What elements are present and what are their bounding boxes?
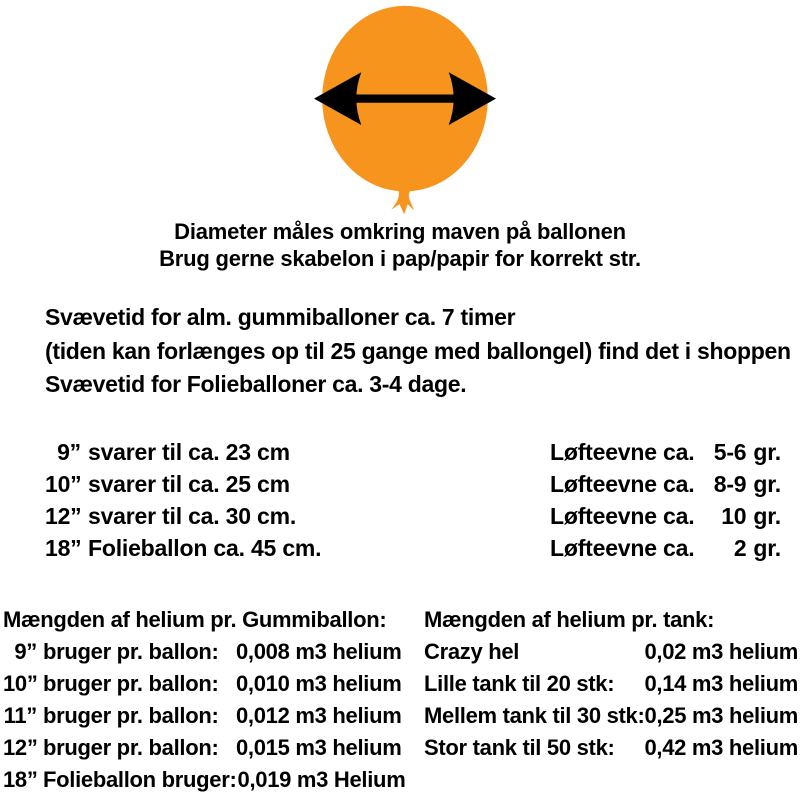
size-lift-table	[0, 436, 800, 564]
size-description: svarer til ca. 30 cm.	[88, 503, 297, 529]
balloon-size: 18”	[45, 535, 82, 561]
helium-per-tank-header: Mængden af helium pr. tank:	[424, 607, 715, 632]
balloon-size: 12”	[45, 503, 82, 529]
helium-per-balloon-header: Mængden af helium pr. Gummiballon:	[3, 607, 387, 632]
balloon-size: 10”	[45, 471, 82, 497]
lift-label: Løfteevne ca.	[550, 471, 695, 497]
lift-unit: gr.	[753, 535, 781, 561]
usage-label: Folieballon bruger:	[43, 767, 237, 792]
caption-line-2: Brug gerne skabelon i pap/papir for korrekt str.	[159, 246, 641, 271]
balloon-size: 11”	[3, 703, 37, 728]
size-description: Folieballon ca. 45 cm.	[88, 535, 322, 561]
caption-line-1: Diameter måles omkring maven på ballonen	[174, 219, 626, 244]
balloon-size: 18”	[3, 767, 38, 792]
balloon-size: 10”	[3, 671, 38, 696]
helium-amount: 0,012 m3 helium	[236, 703, 402, 728]
lift-unit: gr.	[753, 503, 781, 529]
helium-amount: 0,015 m3 helium	[236, 735, 402, 760]
tank-label: Crazy hel	[424, 639, 520, 664]
usage-label: bruger pr. ballon:	[43, 671, 219, 696]
float-time-line-1: Svævetid for alm. gummiballoner ca. 7 timer	[45, 304, 516, 330]
helium-amount: 0,14 m3 helium	[644, 671, 798, 696]
usage-label: bruger pr. ballon:	[43, 735, 219, 760]
table-row	[0, 500, 800, 532]
diameter-caption	[0, 218, 800, 272]
table-row	[424, 636, 798, 668]
usage-label: bruger pr. ballon:	[43, 703, 219, 728]
size-description: svarer til ca. 25 cm	[88, 471, 290, 497]
table-row	[3, 668, 413, 700]
helium-amount: 0,019 m3 Helium	[237, 767, 406, 792]
lift-label: Løfteevne ca.	[550, 439, 695, 465]
helium-amount: 0,25 m3 helium	[644, 703, 799, 728]
table-row	[3, 764, 413, 796]
table-row	[424, 732, 798, 764]
lift-value: 5-6	[713, 439, 747, 465]
balloon-size: 9”	[57, 439, 81, 465]
lift-unit: gr.	[753, 471, 781, 497]
helium-per-tank-section	[424, 604, 798, 764]
float-time-line-3: Svævetid for Folieballoner ca. 3-4 dage.	[45, 371, 467, 397]
tank-label: Stor tank til 50 stk:	[424, 735, 615, 760]
balloon-diameter-figure	[314, 3, 496, 217]
balloon-knot	[391, 188, 414, 214]
lift-value: 2	[733, 535, 747, 561]
helium-per-balloon-section	[3, 604, 413, 796]
helium-amount: 0,008 m3 helium	[236, 639, 402, 664]
table-row	[424, 668, 798, 700]
float-time-paragraph	[45, 301, 791, 402]
lift-label: Løfteevne ca.	[550, 535, 695, 561]
table-row	[0, 468, 800, 500]
table-row	[424, 700, 798, 732]
float-time-line-2: (tiden kan forlænges op til 25 gange med ballongel) find det i shoppen	[45, 337, 791, 364]
table-row	[0, 532, 800, 564]
tank-label: Mellem tank til 30 stk:	[424, 703, 645, 728]
table-row	[3, 700, 413, 732]
table-row	[3, 636, 413, 668]
lift-unit: gr.	[753, 439, 781, 465]
tank-label: Lille tank til 20 stk:	[424, 671, 615, 696]
table-row	[3, 732, 413, 764]
lift-value: 8-9	[713, 471, 747, 497]
helium-amount: 0,02 m3 helium	[644, 639, 798, 664]
balloon-size: 9”	[14, 639, 37, 664]
helium-amount: 0,42 m3 helium	[644, 735, 798, 760]
table-row	[0, 436, 800, 468]
size-description: svarer til ca. 23 cm	[88, 439, 290, 465]
lift-label: Løfteevne ca.	[550, 503, 695, 529]
lift-value: 10	[721, 503, 747, 529]
usage-label: bruger pr. ballon:	[43, 639, 219, 664]
helium-amount: 0,010 m3 helium	[236, 671, 402, 696]
balloon-illustration	[314, 3, 496, 217]
balloon-size: 12”	[3, 735, 38, 760]
